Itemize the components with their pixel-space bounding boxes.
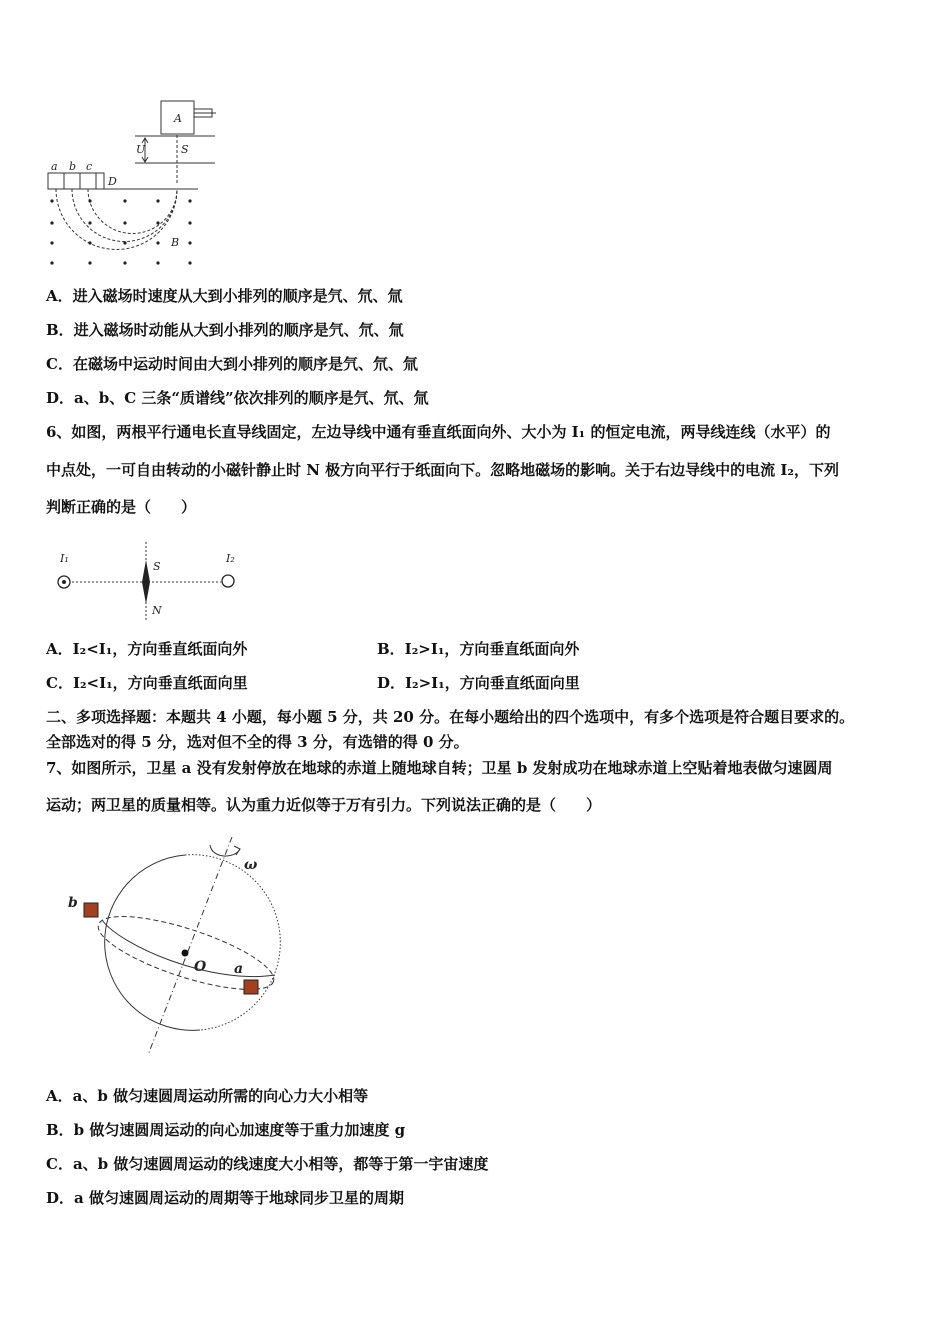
- q5-option-a: A．进入磁场时速度从大到小排列的顺序是氕、氘、氚: [46, 287, 403, 305]
- label-b: b: [69, 160, 77, 173]
- q7-option-a: A．a、b 做匀速圆周运动所需的向心力大小相等: [46, 1087, 369, 1105]
- q5-option-d: D．a、b、C 三条“质谱线”依次排列的顺序是氕、氘、氚: [46, 389, 429, 407]
- label-U: U: [136, 143, 146, 156]
- label-b: b: [68, 895, 78, 911]
- q7-option-c: C．a、b 做匀速圆周运动的线速度大小相等，都等于第一宇宙速度: [46, 1155, 489, 1173]
- wires-compass-figure: [50, 540, 250, 620]
- label-A: A: [174, 112, 182, 125]
- q6-stem-line-2: 中点处，一可自由转动的小磁针静止时 N 极方向平行于纸面向下。忽略地磁场的影响。关于右边导线中的电流 I₂，下列: [46, 461, 839, 479]
- label-S: S: [153, 560, 161, 573]
- q7-option-b: B．b 做匀速圆周运动的向心加速度等于重力加速度 g: [46, 1121, 406, 1139]
- q6-option-b: B．I₂>I₁，方向垂直纸面向外: [377, 640, 580, 658]
- q5-option-b: B．进入磁场时动能从大到小排列的顺序是氕、氘、氚: [46, 321, 404, 339]
- earth-satellites-figure: [60, 835, 290, 1055]
- label-I2: I₂: [226, 552, 235, 565]
- section2-heading-line-2: 全部选对的得 5 分，选对但不全的得 3 分，有选错的得 0 分。: [46, 733, 469, 751]
- section2-heading-line-1: 二、多项选择题：本题共 4 小题，每小题 5 分，共 20 分。在每小题给出的四个选项中，有多个选项是符合题目要求的。: [46, 708, 855, 726]
- q6-stem-line-1: 6、如图，两根平行通电长直导线固定，左边导线中通有垂直纸面向外、大小为 I₁ 的恒定电流，两导线连线（水平）的: [46, 423, 831, 441]
- label-c: c: [86, 160, 93, 173]
- q7-option-d: D．a 做匀速圆周运动的周期等于地球同步卫星的周期: [46, 1189, 404, 1207]
- label-B: B: [171, 236, 180, 249]
- q5-option-c: C．在磁场中运动时间由大到小排列的顺序是氕、氘、氚: [46, 355, 418, 373]
- q6-option-c: C．I₂<I₁，方向垂直纸面向里: [46, 674, 248, 692]
- label-a: a: [51, 160, 58, 173]
- q6-stem-line-3: 判断正确的是（ ）: [46, 498, 197, 516]
- mass-spectrometer-figure: [40, 95, 240, 275]
- label-D: D: [108, 175, 117, 188]
- label-a: a: [234, 961, 244, 977]
- q6-option-d: D．I₂>I₁，方向垂直纸面向里: [377, 674, 580, 692]
- label-O: O: [194, 959, 207, 975]
- q7-stem-line-2: 运动；两卫星的质量相等。认为重力近似等于万有引力。下列说法正确的是（ ）: [46, 796, 602, 814]
- q6-option-a: A．I₂<I₁，方向垂直纸面向外: [46, 640, 248, 658]
- q7-stem-line-1: 7、如图所示，卫星 a 没有发射停放在地球的赤道上随地球自转；卫星 b 发射成功在地球赤道上空贴着地表做匀速圆周: [46, 759, 833, 777]
- label-S: S: [181, 143, 189, 156]
- label-omega: ω: [244, 857, 258, 873]
- label-N: N: [152, 604, 162, 617]
- label-I1: I₁: [60, 552, 69, 565]
